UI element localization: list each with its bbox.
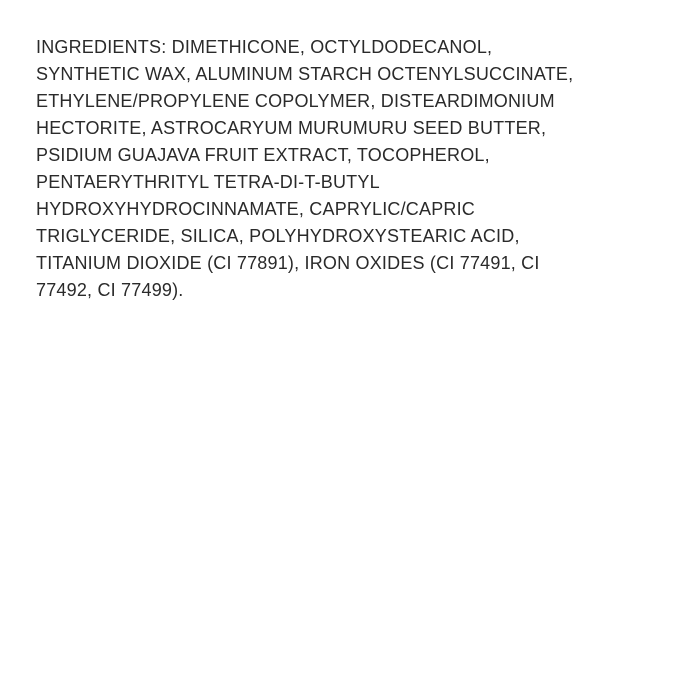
ingredients-line: TITANIUM DIOXIDE (CI 77891), IRON OXIDES (CI 77491, CI [36, 253, 540, 273]
ingredients-line: TRIGLYCERIDE, SILICA, POLYHYDROXYSTEARIC ACID, [36, 226, 520, 246]
ingredients-line: INGREDIENTS: DIMETHICONE, OCTYLDODECANOL, [36, 37, 493, 57]
ingredients-line: ETHYLENE/PROPYLENE COPOLYMER, DISTEARDIMONIUM [36, 91, 555, 111]
ingredients-line: SYNTHETIC WAX, ALUMINUM STARCH OCTENYLSUCCINATE, [36, 64, 574, 84]
ingredients-line: PENTAERYTHRITYL TETRA-DI-T-BUTYL [36, 172, 380, 192]
ingredients-line: HECTORITE, ASTROCARYUM MURUMURU SEED BUTTER, [36, 118, 547, 138]
ingredients-list [36, 34, 651, 304]
ingredients-line: HYDROXYHYDROCINNAMATE, CAPRYLIC/CAPRIC [36, 199, 476, 219]
ingredients-line: 77492, CI 77499). [36, 280, 184, 300]
ingredients-line: PSIDIUM GUAJAVA FRUIT EXTRACT, TOCOPHEROL, [36, 145, 490, 165]
